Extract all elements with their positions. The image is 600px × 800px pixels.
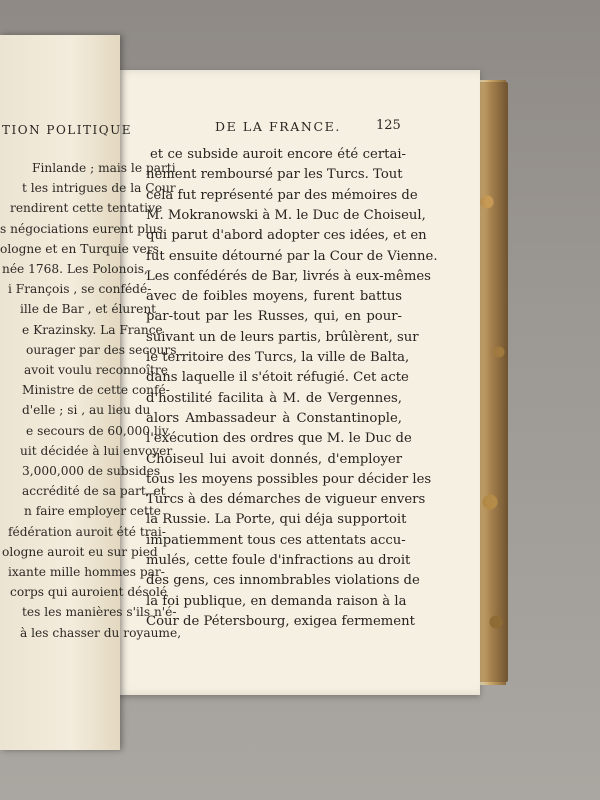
text-line: et ce subside auroit encore été certai- [150,147,406,162]
left-text-line: à les chasser du royaume, [20,625,182,640]
left-page [0,35,182,750]
left-text-line: ille de Bar , et élurent [20,302,157,317]
left-text-line: corps qui auroient désolé [10,585,168,600]
left-text-line: avoit voulu reconnoître [24,363,168,377]
left-text-line: rendirent cette tentative [10,201,163,216]
text-line: avec de foibles moyens, furent battus [146,289,402,305]
left-text-line: e Krazinsky. La France [22,322,163,337]
text-line: alors Ambassadeur à Constantinople, [146,410,402,426]
left-text-line: ologne et en Turquie vers [0,241,159,256]
text-line: des gens, ces innombrables violations de [146,573,420,589]
left-text-line: ourager par des secours [26,342,177,357]
left-text-line: Finlande ; mais le parti [32,161,176,175]
text-line: fut ensuite détourné par la Cour de Vienne. [146,248,438,264]
text-line: cela fut représenté par des mémoires de [146,187,418,203]
left-text-line: tes les manières s'ils n'é- [22,605,177,620]
text-line: mulés, cette foule d'infractions au droit [146,553,411,568]
text-line: tous les moyens possibles pour décider les [146,471,432,487]
left-text-line: d'elle ; si , au lieu du [22,403,151,418]
left-text-line: ologne auroit eu sur pied [2,544,158,559]
left-text-line: accrédité de sa part, et [22,484,166,499]
left-text-line: ixante mille hommes par- [8,565,165,579]
running-head: DE LA FRANCE. [215,119,341,134]
text-line: l'exécution des ordres que M. le Duc de [146,431,412,447]
left-text-line: n faire employer cette [24,504,161,519]
left-text-line: t les intrigues de la Cour [22,181,176,196]
text-line: M. Mokranowski à M. le Duc de Choiseul, [146,207,426,223]
left-text-line: e secours de 60,000 liv. [26,423,172,438]
left-text-line: uit décidée à lui envoyer [20,443,173,458]
left-running-head: TION POLITIQUE [2,123,132,137]
text-line: impatiemment tous ces attentats accu- [146,532,406,548]
left-text-line: née 1768. Les Polonois, [2,262,148,276]
page-number: 125 [376,118,401,133]
text-line: le territoire des Turcs, la ville de Balta, [146,350,410,365]
left-text-line: s négociations eurent plus [0,221,163,236]
text-line: la Russie. La Porte, qui déja supportoit [146,512,407,528]
text-line: par-tout par les Russes, qui, en pour- [146,309,402,325]
text-line: Les confédérés de Bar, livrés à eux-mêmes [146,268,431,284]
text-line: nement remboursé par les Turcs. Tout [146,167,403,183]
left-text-line: Ministre de cette confé- [22,383,170,398]
marbled-cover [478,82,508,682]
text-line: Cour de Pétersbourg, exigea fermement [146,613,415,629]
text-line: Turcs à des démarches de vigueur envers [146,492,426,508]
text-line: dans laquelle il s'étoit réfugié. Cet acte [146,370,409,386]
left-text-line: 3,000,000 de subsides [22,464,161,478]
text-line: qui parut d'abord adopter ces idées, et en [146,228,427,244]
text-line: la foi publique, en demanda raison à la [146,593,407,609]
left-text-line: i François , se confédé- [8,282,152,297]
text-line: suivant un de leurs partis, brûlèrent, sur [146,329,419,345]
text-line: d'hostilité facilita à M. de Vergennes, [146,390,402,406]
left-text-line: fédération auroit été trai- [8,524,166,539]
text-line: Choiseul lui avoit donnés, d'employer [146,451,402,467]
